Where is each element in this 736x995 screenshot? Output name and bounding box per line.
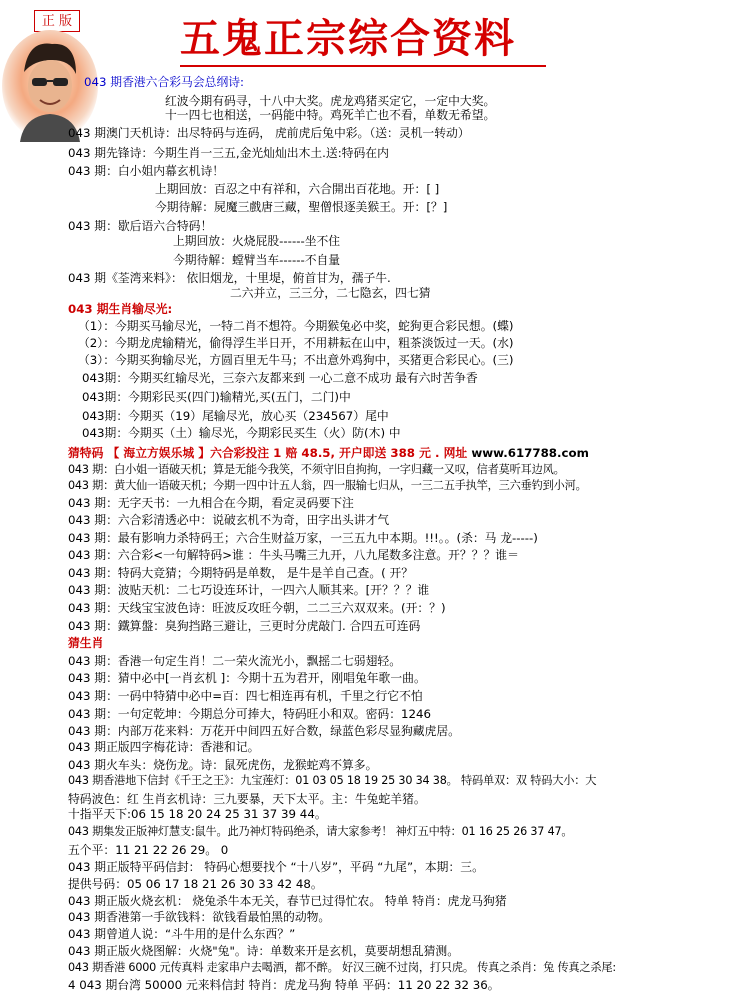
text-line (68, 977, 500, 994)
text-line (173, 233, 340, 250)
line-text: 043 期正版特平码信封： 特码心想要找个 “十八岁”，平码 “九尾”，本期：三。 (68, 860, 484, 874)
text-line (68, 723, 460, 740)
text-line (78, 352, 514, 369)
line-text: 043 期：白小姐一语破天机；算是无能今我笑，不须守旧自拘拘，一字归藏一又叹，信者莫听耳边风。 (68, 463, 565, 476)
text-line (68, 301, 172, 318)
line-text: 五个平：11 21 22 26 29。 0 (68, 843, 229, 857)
line-text: 043 期正版火烧图解：火烧"兔"。诗：单数来开是玄机，莫要胡想乱猜测。 (68, 944, 460, 958)
text-line (68, 909, 330, 926)
line-text: 043 期：鐵算盤：臭狗挡路三避让，三更时分虎敲门. 合四五可连码 (68, 619, 421, 633)
line-text: 二六并立，三三分，二七隐玄，四七猜 (230, 286, 431, 300)
text-line (68, 547, 519, 564)
line-text: 043 期《荃湾来料》： 依旧烟龙，十里堤，俯首甘为，孺子牛. (68, 271, 391, 285)
line-text: 043 期曾道人说：“斗牛用的是什么东西？” (68, 927, 296, 941)
line-text: 043 期：一码中特猜中必中=百：四七相连再有机，千里之行它不怕 (68, 689, 423, 703)
line-text: 043 期：波贴天机：二七巧设连环计，一四六人顺其来。[开？？？谁 (68, 583, 430, 597)
line-text: 043 期澳门天机诗：出尽特码与连码， 虎前虎后兔中彩。（送：灵机一转动） (68, 126, 470, 140)
line-text: 043 期正版火烧玄机： 烧兔杀牛本无关，春节已过得忙农。 特单 特肖：虎龙马狗猪 (68, 894, 507, 908)
line-text: 043期：今期买红输尽光，三奈六友都来到 一心二意不成功 最有六时苦争香 (82, 371, 478, 385)
text-line (68, 876, 323, 893)
line-text: （1）：今期买马输尽光，一特二肖不想符。今期猴兔必中奖，蛇狗更合彩民想。(蝶) (78, 319, 514, 333)
line-text: 上期回放：火烧屁股------坐不住 (173, 234, 341, 248)
text-line (68, 943, 459, 960)
line-text: 043 期火车头：烧伤龙。诗：鼠死虎伤，龙猴蛇鸡不算多。 (68, 758, 378, 772)
text-line (82, 408, 389, 425)
line-text: 043 期：六合彩<一句解特码>谁 ：牛头马嘴三九开，八九尾数多注意。开？？？谁＝ (68, 548, 519, 562)
line-text: 特码波色：红 生肖玄机诗：三九要暴，天下太平。主：牛兔蛇羊猪。 (68, 792, 426, 806)
line-text: 今期待解：螳臂当车------不自量 (173, 253, 341, 267)
text-line (84, 74, 244, 91)
line-text: 043期：今期买（土）输尽光，今期彩民买生（火）防(木) 中 (82, 426, 401, 440)
text-line (68, 893, 507, 910)
text-line (68, 926, 295, 943)
text-line (78, 335, 514, 352)
line-text: 猜特码 【 海立方娱乐城 】六合彩投注 1 赔 48.5, 开户即送 388 元 . 网址 (68, 446, 472, 460)
line-text: 提供号码：05 06 17 18 21 26 30 33 42 48。 (68, 877, 323, 891)
text-line (68, 462, 565, 479)
text-line (68, 478, 587, 495)
text-line (173, 252, 340, 269)
edition-badge: 正 版 (34, 10, 80, 32)
website-link[interactable]: www.617788.com (471, 446, 589, 460)
line-text: 043 期：黄大仙一语破天机；今期一四中计五人翁，四一服输七归从，一三二五手执竿，三六垂钓到小河。 (68, 479, 587, 492)
text-line (68, 600, 446, 617)
text-line (68, 960, 616, 977)
line-text: 043 期：无字天书：一九相合在今期，看定灵码要下注 (68, 496, 354, 510)
line-text: 043 期：最有影响力杀特码王；六合生财益万家，一三五九中本期。!!!。。(杀：马 龙-----) (68, 531, 538, 545)
text-line (68, 757, 377, 774)
line-text: 043 期：白小姐内幕玄机诗！ (68, 164, 225, 178)
line-text: 043 期：歇后语六合特码！ (68, 219, 213, 233)
title-underline (180, 65, 546, 67)
line-text: 043 期：一句定乾坤：今期总分可捧大，特码旺小和双。密码：1246 (68, 707, 432, 721)
line-text: 红波今期有码寻，十八中大奖。虎龙鸡猪买定它，一定中大奖。 (165, 94, 496, 108)
text-line (68, 670, 426, 687)
text-line (155, 199, 447, 216)
text-line (68, 706, 431, 723)
text-line (68, 824, 572, 841)
line-text: 043 期正版四字梅花诗：香港和记。 (68, 740, 260, 754)
text-line (68, 739, 259, 756)
line-text: 043期：今期买（19）尾输尽光，放心买（234567）尾中 (82, 409, 389, 423)
text-line (155, 181, 439, 198)
text-line (68, 145, 389, 162)
line-text: 4 043 期台湾 50000 元来料信封 特肖：虎龙马狗 特单 平码：11 20 22 32 36。 (68, 978, 500, 992)
text-line (78, 318, 514, 335)
line-text: （3）：今期买狗输尽光，方圆百里无牛马；不出意外鸡狗中，买猪更合彩民心。(三) (78, 353, 514, 367)
line-text: 043 期：天线宝宝波色诗：旺波反攻旺今朝，二二三六双双来。(开：？) (68, 601, 446, 615)
text-line (68, 565, 413, 582)
line-text: 043 期：香港一句定生肖！二一荣火流光小，飘摇二七弱翅轻。 (68, 654, 401, 668)
line-text: 上期回放：百忍之中有祥和，六合開出百花地。开：[ ] (155, 182, 440, 196)
text-line (68, 163, 224, 180)
text-line (68, 125, 470, 142)
page-title: 五鬼正宗综合资料 (180, 15, 516, 62)
line-text: 043 期：内部万花来料：万花开中间四五好合数，绿蓝色彩尽显狗藏虎居。 (68, 724, 460, 738)
text-line (165, 107, 495, 124)
line-text: 043期：今期彩民买(四门)输精光,买(五门，二门)中 (82, 390, 351, 404)
line-text: 十指平天下:06 15 18 20 24 25 31 37 39 44。 (68, 807, 327, 821)
text-line (68, 495, 354, 512)
text-line (68, 859, 484, 876)
line-text: 043 期香港第一手欲钱料：欲钱看最怕黑的动物。 (68, 910, 331, 924)
text-line (68, 618, 420, 635)
line-text: 猜生肖 (68, 636, 104, 650)
line-text: 043 期香港地下信封《千王之王》：九宝莲灯：01 03 05 18 19 25 30 34 38。 特码单双：双 特码大小：大 (68, 774, 597, 787)
line-text: 十一四七也相送，一码能中特。鸡死羊亡也不看，单数无希望。 (165, 108, 496, 122)
line-text: 043 期：猜中必中[一肖玄机 ]：今期十五为君开，刚唱兔年歌一曲。 (68, 671, 426, 685)
text-line (82, 389, 351, 406)
text-line (68, 445, 589, 462)
text-line (68, 842, 228, 859)
text-line (68, 653, 401, 670)
text-line (68, 530, 538, 547)
text-line (68, 688, 423, 705)
line-text: （2）：今期龙虎输精光，偷得浮生半日开，不用耕耘在山中，粗茶淡饭过一天。(水) (78, 336, 514, 350)
line-text: 043 期：特码大竞猜；今期特码是单数， 是牛是羊自己查。( 开？ (68, 566, 414, 580)
text-line (82, 370, 478, 387)
line-text: 043 期生肖输尽光: (68, 302, 173, 316)
text-line (82, 425, 401, 442)
text-line (68, 635, 103, 652)
text-line (68, 582, 429, 599)
line-text: 043 期：六合彩清透必中：说破玄机不为奇，田字出头讲才气 (68, 513, 390, 527)
text-line (68, 512, 389, 529)
line-text: 今期待解：屍魔三戲唐三藏，聖僧恨逐美猴王。开：[？] (155, 200, 448, 214)
text-line (230, 285, 431, 302)
line-text: 043 期先锋诗：今期生肖一三五,金光灿灿出木土.送:特码在内 (68, 146, 389, 160)
line-text: 043 期集发正版神灯慧支:鼠牛。此乃神灯特码绝杀，请大家参考！ 神灯五中特：01 16 25 26 37 47。 (68, 825, 573, 838)
text-line (68, 773, 596, 790)
line-text: 043 期香港六合彩马会总纲诗: (84, 75, 245, 89)
text-line (68, 806, 327, 823)
line-text: 043 期香港 6000 元传真料 走家串户去喝酒，都不醉。 好汉三碗不过岗，打只虎。 传真之杀肖：兔 传真之杀尾: (68, 961, 616, 974)
